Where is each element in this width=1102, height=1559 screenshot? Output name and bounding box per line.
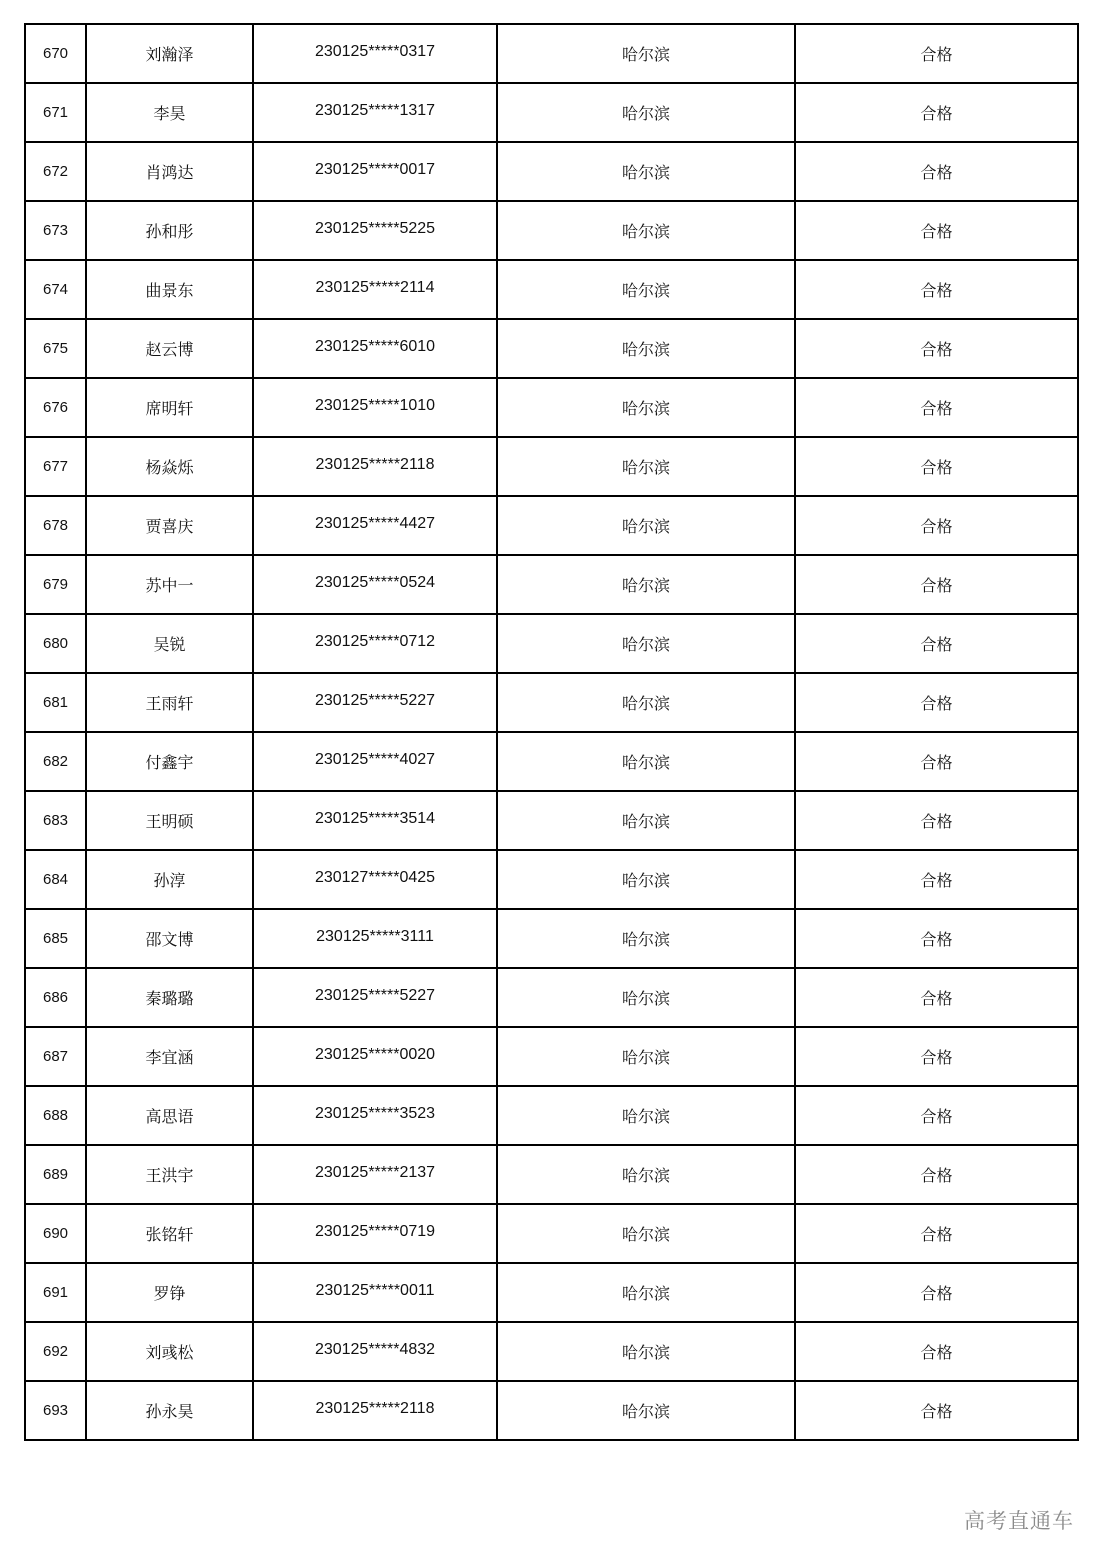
id-number-cell: 230125*****5227 [253,673,497,732]
table-row [25,850,1078,909]
table-row [25,378,1078,437]
result-cell: 合格 [795,909,1078,968]
name-cell: 肖鸿达 [86,142,253,201]
table-row [25,1322,1078,1381]
city-cell: 哈尔滨 [497,968,795,1027]
row-number-cell: 675 [25,319,86,378]
name-cell: 苏中一 [86,555,253,614]
table-row [25,1381,1078,1440]
id-number-cell: 230125*****2137 [253,1145,497,1204]
city-cell: 哈尔滨 [497,1145,795,1204]
table-row [25,1204,1078,1263]
city-cell: 哈尔滨 [497,909,795,968]
name-cell: 邵文博 [86,909,253,968]
city-cell: 哈尔滨 [497,83,795,142]
result-cell: 合格 [795,850,1078,909]
id-number-cell: 230125*****0719 [253,1204,497,1263]
city-cell: 哈尔滨 [497,1263,795,1322]
city-cell: 哈尔滨 [497,1204,795,1263]
table-row [25,791,1078,850]
result-cell: 合格 [795,555,1078,614]
id-number-cell: 230125*****2118 [253,437,497,496]
result-cell: 合格 [795,614,1078,673]
table-row [25,968,1078,1027]
results-table-body [25,24,1078,1440]
table-row [25,142,1078,201]
id-number-cell: 230125*****4427 [253,496,497,555]
name-cell: 秦璐璐 [86,968,253,1027]
name-cell: 王洪宇 [86,1145,253,1204]
city-cell: 哈尔滨 [497,24,795,83]
row-number-cell: 685 [25,909,86,968]
city-cell: 哈尔滨 [497,732,795,791]
result-cell: 合格 [795,1145,1078,1204]
table-row [25,437,1078,496]
id-number-cell: 230125*****0017 [253,142,497,201]
id-number-cell: 230125*****3111 [253,909,497,968]
result-cell: 合格 [795,1381,1078,1440]
name-cell: 孙淳 [86,850,253,909]
name-cell: 高思语 [86,1086,253,1145]
city-cell: 哈尔滨 [497,260,795,319]
row-number-cell: 677 [25,437,86,496]
row-number-cell: 692 [25,1322,86,1381]
table-row [25,83,1078,142]
name-cell: 贾喜庆 [86,496,253,555]
name-cell: 孙和彤 [86,201,253,260]
id-number-cell: 230125*****5225 [253,201,497,260]
results-table-container [24,23,1079,1441]
id-number-cell: 230125*****4027 [253,732,497,791]
name-cell: 刘彧松 [86,1322,253,1381]
name-cell: 张铭轩 [86,1204,253,1263]
id-number-cell: 230125*****0317 [253,24,497,83]
city-cell: 哈尔滨 [497,555,795,614]
name-cell: 罗铮 [86,1263,253,1322]
row-number-cell: 672 [25,142,86,201]
row-number-cell: 690 [25,1204,86,1263]
name-cell: 王雨轩 [86,673,253,732]
id-number-cell: 230125*****0524 [253,555,497,614]
id-number-cell: 230125*****3523 [253,1086,497,1145]
table-row [25,1145,1078,1204]
city-cell: 哈尔滨 [497,850,795,909]
result-cell: 合格 [795,732,1078,791]
watermark-text: 高考直通车 [964,1509,1074,1533]
city-cell: 哈尔滨 [497,1381,795,1440]
result-cell: 合格 [795,496,1078,555]
name-cell: 曲景东 [86,260,253,319]
table-row [25,555,1078,614]
id-number-cell: 230125*****6010 [253,319,497,378]
table-row [25,201,1078,260]
city-cell: 哈尔滨 [497,437,795,496]
result-cell: 合格 [795,1263,1078,1322]
result-cell: 合格 [795,673,1078,732]
id-number-cell: 230125*****1317 [253,83,497,142]
result-cell: 合格 [795,791,1078,850]
city-cell: 哈尔滨 [497,201,795,260]
name-cell: 席明轩 [86,378,253,437]
city-cell: 哈尔滨 [497,1027,795,1086]
table-row [25,614,1078,673]
row-number-cell: 684 [25,850,86,909]
table-row [25,1027,1078,1086]
row-number-cell: 682 [25,732,86,791]
id-number-cell: 230125*****0712 [253,614,497,673]
city-cell: 哈尔滨 [497,614,795,673]
name-cell: 孙永昊 [86,1381,253,1440]
city-cell: 哈尔滨 [497,142,795,201]
table-row [25,1086,1078,1145]
table-row [25,260,1078,319]
city-cell: 哈尔滨 [497,319,795,378]
result-cell: 合格 [795,1086,1078,1145]
result-cell: 合格 [795,1204,1078,1263]
result-cell: 合格 [795,201,1078,260]
results-table [24,23,1079,1441]
row-number-cell: 671 [25,83,86,142]
city-cell: 哈尔滨 [497,1322,795,1381]
name-cell: 王明硕 [86,791,253,850]
id-number-cell: 230125*****3514 [253,791,497,850]
id-number-cell: 230125*****0020 [253,1027,497,1086]
id-number-cell: 230125*****0011 [253,1263,497,1322]
name-cell: 李昊 [86,83,253,142]
row-number-cell: 680 [25,614,86,673]
row-number-cell: 689 [25,1145,86,1204]
name-cell: 李宜涵 [86,1027,253,1086]
table-row [25,673,1078,732]
id-number-cell: 230125*****2118 [253,1381,497,1440]
city-cell: 哈尔滨 [497,673,795,732]
city-cell: 哈尔滨 [497,496,795,555]
result-cell: 合格 [795,260,1078,319]
id-number-cell: 230125*****2114 [253,260,497,319]
table-row [25,319,1078,378]
name-cell: 付鑫宇 [86,732,253,791]
result-cell: 合格 [795,968,1078,1027]
table-row [25,1263,1078,1322]
result-cell: 合格 [795,142,1078,201]
id-number-cell: 230125*****5227 [253,968,497,1027]
table-row [25,909,1078,968]
row-number-cell: 679 [25,555,86,614]
result-cell: 合格 [795,83,1078,142]
row-number-cell: 673 [25,201,86,260]
table-row [25,24,1078,83]
table-row [25,732,1078,791]
row-number-cell: 681 [25,673,86,732]
result-cell: 合格 [795,437,1078,496]
table-row [25,496,1078,555]
row-number-cell: 674 [25,260,86,319]
name-cell: 杨焱烁 [86,437,253,496]
result-cell: 合格 [795,1322,1078,1381]
row-number-cell: 683 [25,791,86,850]
id-number-cell: 230125*****4832 [253,1322,497,1381]
name-cell: 刘瀚泽 [86,24,253,83]
result-cell: 合格 [795,24,1078,83]
id-number-cell: 230125*****1010 [253,378,497,437]
name-cell: 吴锐 [86,614,253,673]
city-cell: 哈尔滨 [497,1086,795,1145]
row-number-cell: 687 [25,1027,86,1086]
row-number-cell: 676 [25,378,86,437]
result-cell: 合格 [795,1027,1078,1086]
id-number-cell: 230127*****0425 [253,850,497,909]
row-number-cell: 688 [25,1086,86,1145]
row-number-cell: 693 [25,1381,86,1440]
row-number-cell: 670 [25,24,86,83]
result-cell: 合格 [795,378,1078,437]
row-number-cell: 691 [25,1263,86,1322]
row-number-cell: 686 [25,968,86,1027]
city-cell: 哈尔滨 [497,791,795,850]
name-cell: 赵云博 [86,319,253,378]
city-cell: 哈尔滨 [497,378,795,437]
row-number-cell: 678 [25,496,86,555]
result-cell: 合格 [795,319,1078,378]
